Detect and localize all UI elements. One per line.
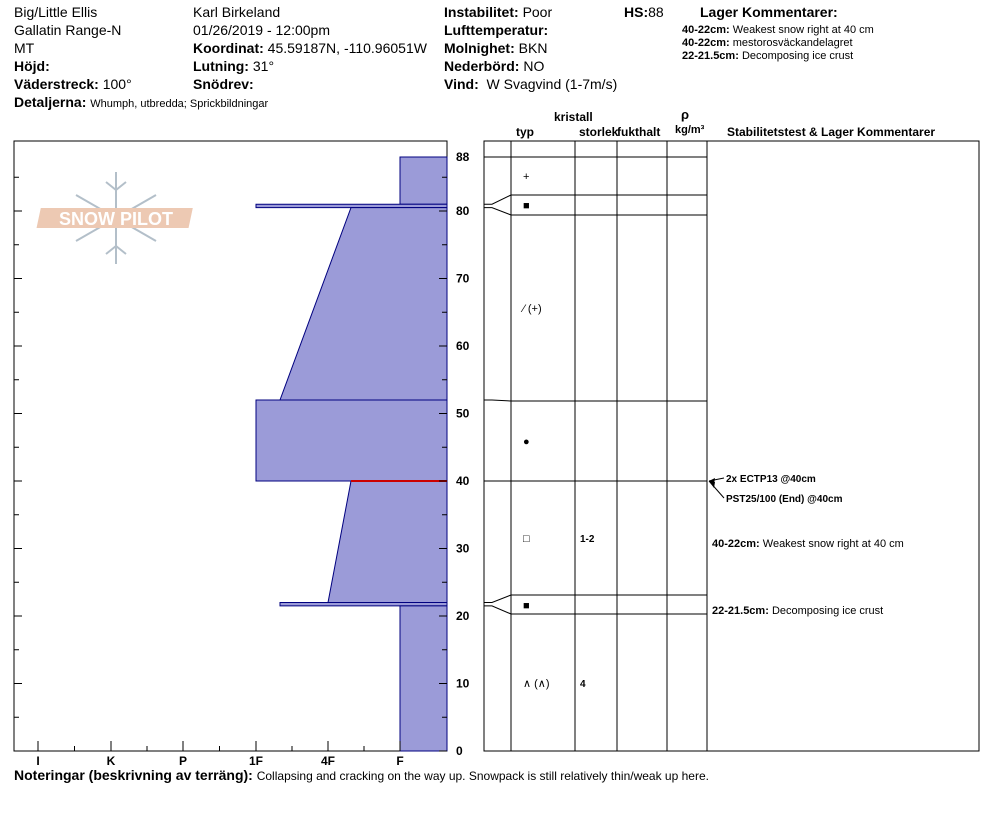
notes-text: Collapsing and cracking on the way up. Snowpack is still relatively thin/weak up here.: [256, 769, 709, 783]
hardness-tick-label: 1F: [248, 754, 264, 768]
grain-size-label: 4: [580, 679, 586, 690]
layer-bar: [400, 157, 447, 204]
depth-tick-label: 88: [456, 150, 470, 164]
depth-connector: [484, 208, 511, 215]
grain-type-symbol: ∧ (∧): [523, 678, 550, 690]
grain-type-symbol: +: [523, 171, 530, 183]
hardness-plot: [14, 141, 470, 768]
grain-type-symbol: ●: [523, 436, 530, 448]
layer-bar: [256, 204, 447, 207]
grain-type-symbol: □: [523, 533, 530, 545]
notes-label: Noteringar (beskrivning av terräng):: [14, 767, 253, 783]
moisture-header: fukthalt: [617, 125, 661, 139]
layer-annotation: [712, 605, 883, 617]
snowpilot-logo: [37, 172, 193, 264]
instability-label: Instabilitet:: [444, 4, 519, 20]
hs-value: 88: [648, 4, 664, 20]
air-temp-label: Lufttemperatur:: [444, 22, 549, 38]
depth-tick-label: 10: [456, 676, 470, 691]
hardness-tick-label: 4F: [320, 754, 336, 768]
range: Gallatin Range-N: [14, 22, 122, 38]
size-header: storlek: [579, 125, 619, 139]
wind-loading-label: Snödrev:: [193, 76, 254, 92]
aspect-label: Väderstreck:: [14, 76, 99, 92]
hs-label: HS:: [624, 4, 649, 20]
stability-test-label: PST25/100 (End) @40cm: [726, 494, 843, 505]
layer-comment-text: mestorosväckandelagret: [732, 37, 853, 49]
grain-size-label: 1-2: [580, 534, 595, 545]
depth-tick-label: 30: [456, 541, 470, 556]
sky-label: Molnighet:: [444, 40, 515, 56]
slope-label: Lutning:: [193, 58, 249, 74]
layer-annotation-text: Weakest snow right at 40 cm: [762, 538, 904, 550]
layer-bar: [328, 481, 447, 603]
depth-tick-label: 40: [456, 474, 470, 488]
datetime: 01/26/2019 - 12:00pm: [193, 22, 330, 38]
coord-label: Koordinat:: [193, 40, 264, 56]
depth-tick-label: 70: [456, 271, 470, 286]
coord-value: 45.59187N, -110.96051W: [267, 40, 427, 56]
slope-value: 31°: [252, 58, 275, 74]
depth-connector: [484, 400, 511, 401]
layer-annotation-range: 22-21.5cm:: [712, 605, 772, 617]
layer-annotation-range: 40-22cm:: [712, 538, 763, 550]
layer-annotation-text: Decomposing ice crust: [771, 605, 884, 617]
hardness-tick-label: P: [178, 754, 188, 768]
stability-test-label: 2x ECTP13 @40cm: [726, 474, 816, 485]
elevation-label: Höjd:: [14, 58, 50, 74]
state: MT: [14, 40, 35, 56]
layer-comment-text: Weakest snow right at 40 cm: [732, 24, 874, 36]
hardness-tick-label: F: [396, 754, 404, 768]
arrow-head-icon: [709, 481, 715, 488]
wind-value: W Svagvind (1-7m/s): [486, 76, 618, 92]
aspect-value: 100°: [102, 76, 132, 92]
rho-header: ρ: [681, 107, 690, 122]
layer-bar: [256, 400, 447, 481]
depth-tick-label: 20: [456, 609, 470, 623]
layer-comment-range: 22-21.5cm:: [682, 50, 739, 62]
depth-connector: [484, 195, 511, 204]
layer-bar: [280, 603, 447, 606]
location: Big/Little Ellis: [14, 4, 98, 20]
precip-label: Nederbörd:: [444, 58, 520, 74]
observer: Karl Birkeland: [193, 4, 281, 20]
grain-type-symbol: ⁄ (+): [523, 303, 542, 315]
logo-text: SNOW PILOT: [59, 209, 173, 229]
depth-connector: [484, 606, 511, 614]
precip-value: NO: [523, 58, 545, 74]
layer-comment-range: 40-22cm:: [682, 24, 730, 36]
depth-tick-label: 0: [456, 744, 463, 758]
layer-bar: [280, 208, 447, 400]
layer-comment-range: 40-22cm:: [682, 37, 730, 49]
grain-type-symbol: ■: [523, 600, 530, 612]
hardness-tick-label: I: [36, 754, 40, 768]
depth-tick-label: 50: [456, 406, 470, 421]
layer-comment-text: Decomposing ice crust: [741, 50, 854, 62]
stability-header: Stabilitetstest & Lager Kommentarer: [727, 125, 936, 139]
details-value: Whumph, utbredda; Sprickbildningar: [90, 98, 269, 110]
hardness-tick-label: K: [106, 754, 116, 768]
depth-tick-label: 80: [456, 204, 470, 218]
layer-annotation: [712, 538, 904, 550]
layer-table: [484, 141, 979, 751]
layer-bar: [400, 606, 447, 751]
details-label: Detaljerna:: [14, 94, 87, 110]
density-unit-header: kg/m³: [675, 124, 705, 136]
instability-value: Poor: [522, 4, 553, 20]
type-header: typ: [516, 125, 534, 139]
depth-connector: [484, 595, 511, 603]
grain-type-symbol: ■: [523, 200, 530, 212]
sky-value: BKN: [518, 40, 548, 56]
depth-tick-label: 60: [456, 339, 470, 353]
layer-comments-title: Lager Kommentarer:: [700, 4, 838, 20]
table-frame: [484, 141, 979, 751]
wind-label: Vind:: [444, 76, 479, 92]
crystal-header: kristall: [554, 110, 593, 124]
